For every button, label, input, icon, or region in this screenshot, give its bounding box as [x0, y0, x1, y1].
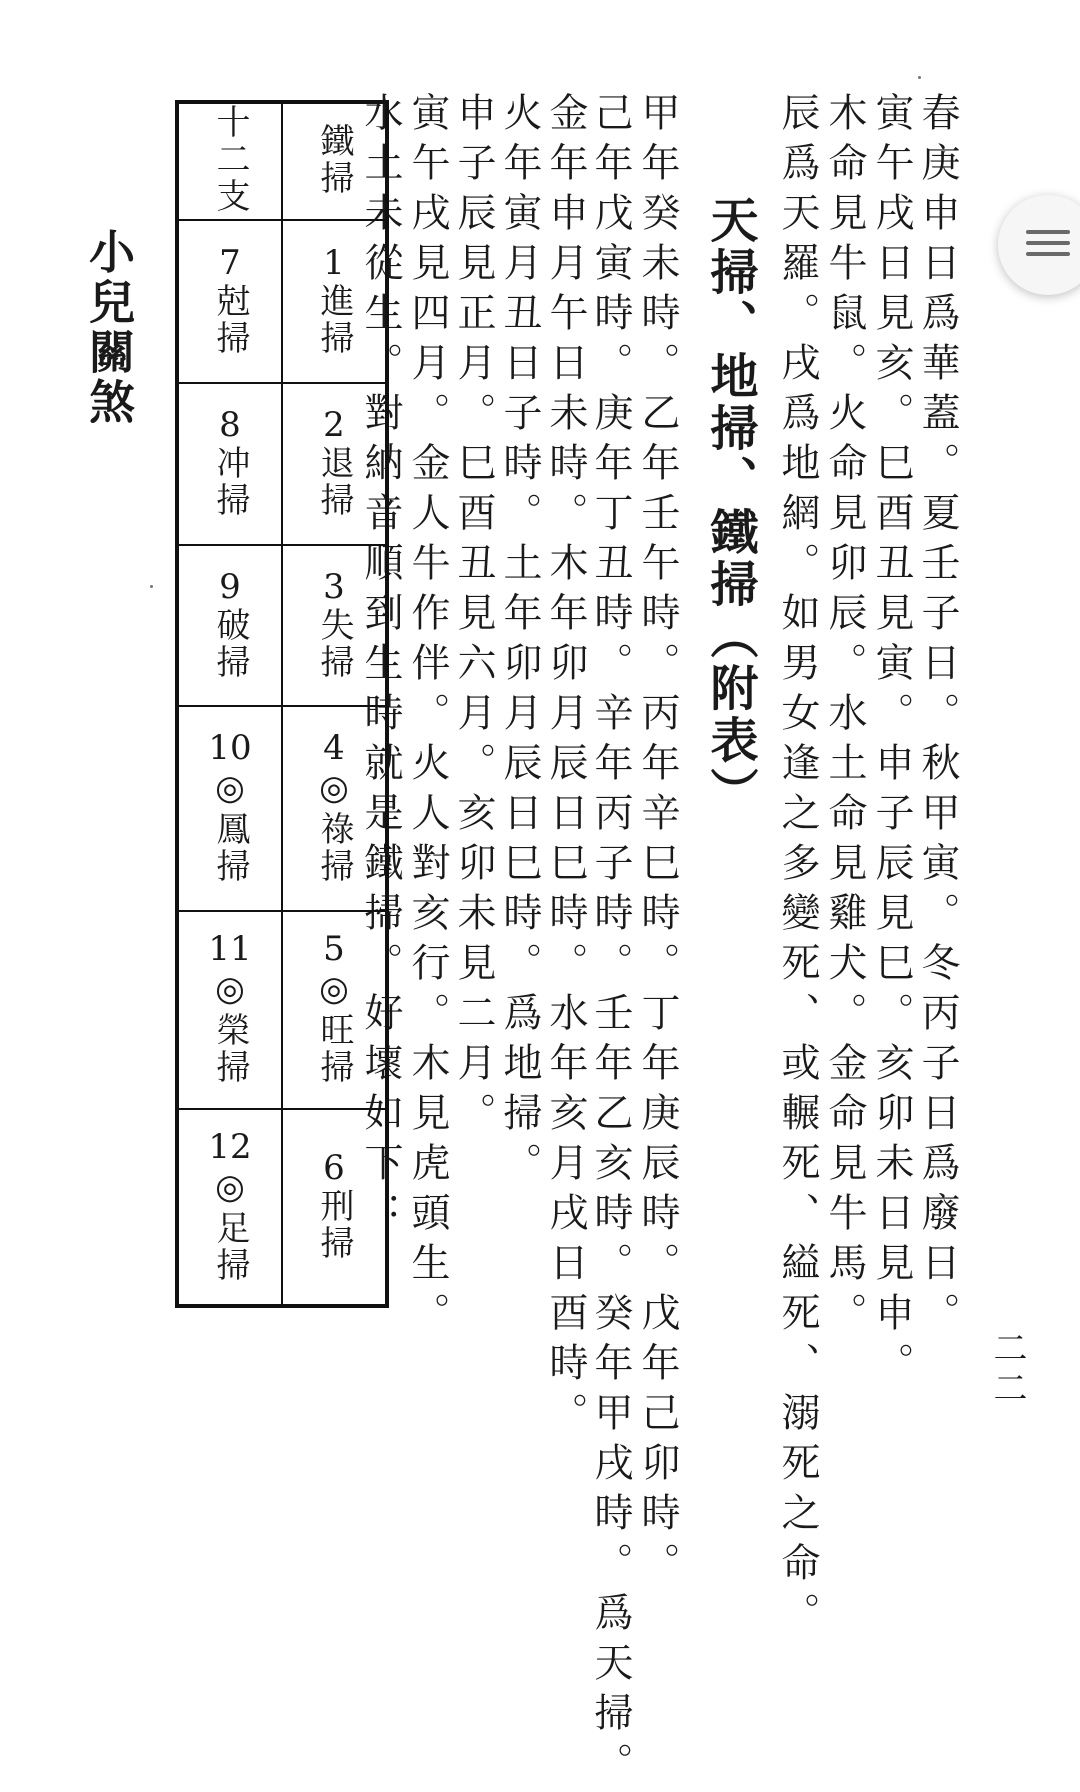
cell-number: 4 [323, 727, 345, 768]
table-cell [177, 911, 282, 1110]
text-column-1: 春庚申日爲華蓋。夏壬子日。秋甲寅。冬丙子日爲廢日。 [915, 92, 960, 1342]
scan-speck [150, 585, 153, 588]
table-row [177, 220, 387, 383]
cell-number: 5 [323, 929, 345, 970]
table-cell [177, 220, 282, 383]
page-number: 二二 [987, 1330, 1027, 1410]
cell-label: ◎祿掃 [314, 767, 354, 885]
body-column-4: 火年寅月丑日子時。土年卯月辰日巳時。爲地掃。 [497, 92, 542, 1192]
table-cell [177, 1109, 282, 1306]
table-row [177, 706, 387, 911]
body-column-2: 己年戊寅時。庚年丁丑時。辛年丙子時。壬年乙亥時。癸年甲戌時。爲天掃。 [588, 92, 633, 1792]
cell-number: 9 [219, 566, 241, 607]
cell-label: 破掃 [210, 606, 250, 681]
header-sweep-label: 鐵掃 [314, 122, 354, 197]
menu-icon [1026, 230, 1070, 234]
table-cell [282, 911, 387, 1110]
cell-number: 6 [323, 1148, 345, 1189]
table-row [177, 545, 387, 706]
table-cell [282, 220, 387, 383]
cell-number: 7 [219, 242, 241, 283]
cell-label: ◎榮掃 [210, 969, 250, 1087]
cell-label: ◎鳳掃 [210, 767, 250, 885]
cell-number: 12 [208, 1126, 252, 1167]
section-title: 天掃、地掃、鐵掃（附表） [702, 195, 758, 819]
body-column-6: 寅午戌見四月。金人牛作伴。火人對亥行。木見虎頭生。 [405, 92, 450, 1342]
cell-label: 退掃 [314, 445, 354, 520]
cell-label: 冲掃 [210, 445, 250, 520]
cell-number: 10 [208, 727, 252, 768]
cell-number: 2 [323, 405, 345, 446]
cell-label: 失掃 [314, 606, 354, 681]
header-bottom-cell [177, 102, 282, 220]
table-cell [177, 545, 282, 706]
cell-label: ◎旺掃 [314, 969, 354, 1087]
table-row [177, 383, 387, 546]
cell-label: 刑掃 [314, 1188, 354, 1263]
cell-number: 11 [208, 929, 252, 970]
cell-label: 進掃 [314, 282, 354, 357]
table-cell [177, 706, 282, 911]
table-row [177, 1109, 387, 1306]
body-column-7: 水土未從生。對納音順到生時就是鐵掃。好壞如下： [358, 92, 403, 1242]
menu-icon [1026, 252, 1070, 256]
menu-icon [1026, 241, 1070, 245]
table-cell [282, 706, 387, 911]
table-cell [282, 383, 387, 546]
cell-number: 1 [323, 242, 345, 283]
cell-label: 尅掃 [210, 282, 250, 357]
header-branch-label: 十二支 [210, 104, 250, 216]
menu-button[interactable] [998, 195, 1080, 295]
cell-label: ◎足掃 [210, 1166, 250, 1284]
table-cell [282, 1109, 387, 1306]
header-top-cell [282, 102, 387, 220]
body-column-3: 金年申月午日未時。木年卯月辰日巳時。水年亥月戌日酉時。 [543, 92, 588, 1442]
cell-number: 8 [219, 405, 241, 446]
body-column-1: 甲年癸未時。乙年壬午時。丙年辛巳時。丁年庚辰時。戊年己卯時。 [635, 92, 680, 1592]
scan-speck [918, 76, 921, 79]
text-column-3: 木命見牛鼠。火命見卯辰。水土命見雞犬。金命見牛馬。 [822, 92, 867, 1342]
table-cell [177, 383, 282, 546]
side-title: 小兒關煞 [82, 228, 136, 428]
text-column-2: 寅午戌日見亥。巳酉丑見寅。申子辰見巳。亥卯未日見申。 [869, 92, 914, 1392]
table-header-row [177, 102, 387, 220]
iron-sweep-table [175, 100, 389, 1308]
table-cell [282, 545, 387, 706]
table-row [177, 911, 387, 1110]
body-column-5: 申子辰見正月。巳酉丑見六月。亥卯未見二月。 [451, 92, 496, 1142]
text-column-4: 辰爲天羅。戌爲地網。如男女逢之多變死、或輾死、縊死、溺死之命。 [775, 92, 820, 1642]
cell-number: 3 [323, 566, 345, 607]
